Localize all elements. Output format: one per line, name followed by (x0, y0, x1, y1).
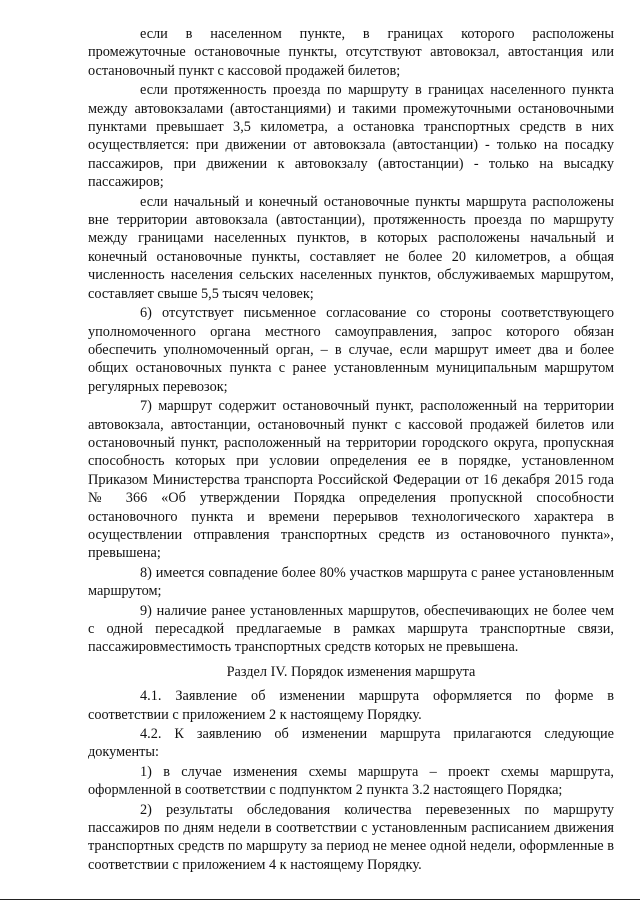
bottom-rule (0, 899, 640, 900)
clause-4-2: 4.2. К заявлению об изменении маршрута прилагаются следующие документы: (88, 726, 614, 761)
paragraph-no-bus-station: если в населенном пункте, в границах которого расположены промежуточные остановочные пункты, отсутствуют автовокзал, автостанция или остановочный пункт с кассовой продажей билетов; (88, 26, 614, 79)
list-item-6: 6) отсутствует письменное согласование со стороны соответствующего уполномоченного органа местного самоуправления, запрос которого обязан обеспечить уполномоченный орган, – в случае, если маршрут имеет два и более общих остановочных пункта с ранее установленным муниципальным маршрутом регулярных перевозок; (88, 305, 614, 395)
clause-4-1: 4.1. Заявление об изменении маршрута оформляется по форме в соответствии с приложением 2 к настоящему Порядку. (88, 688, 614, 723)
clause-4-2-item-1: 1) в случае изменения схемы маршрута – проект схемы маршрута, оформленной в соответствии с подпунктом 2 пункта 3.2 настоящего Порядка; (88, 763, 614, 799)
section-heading: Раздел IV. Порядок изменения маршрута (226, 663, 476, 680)
paragraph-endpoints-outside: если начальный и конечный остановочные пункты маршрута расположены вне территории автовокзала (автостанции), протяженность проезда по маршруту между границами населенных пунктов, в которых расположены начальный и конечный остановочные пункты, составляет не более 20 километров, а общая численность населения сельских населенных пунктов, обслуживаемых маршрутом, составляет свыше 5,5 тысяч человек; (88, 193, 614, 302)
list-item-7: 7) маршрут содержит остановочный пункт, расположенный на территории автовокзала, автостанции, остановочный пункт с кассовой продажей билетов или остановочный пункт, расположенный на территории городского округа, пропускная способность которых при условии определения ее в порядке, установленном Приказом Министерства транспорта Российской Федерации от 16 декабря 2015 года № 366 «Об утверждении Порядка определения пропускной способности остановочного пункта и времени перерывов технологического характера в осуществлении отправления транспортных средств из остановочного пункта», превышена; (88, 398, 614, 562)
list-item-9: 9) наличие ранее установленных маршрутов, обеспечивающих не более чем с одной пересадкой предлагаемые в рамках маршрута транспортные связи, пассажировместимость транспортных средств которых не превышена. (88, 602, 614, 656)
document-text (88, 25, 614, 874)
list-item-8: 8) имеется совпадение более 80% участков маршрута с ранее установленным маршрутом; (88, 564, 614, 600)
clause-4-2-item-2: 2) результаты обследования количества перевезенных по маршруту пассажиров по дням недели в соответствии с установленным расписанием движения транспортных средств по маршруту за период не менее одной недели, оформленные в соответствии с приложением 4 к настоящему Порядку. (88, 801, 614, 873)
paragraph-distance-exceeds: если протяженность проезда по маршруту в границах населенного пункта между автовокзалами (автостанциями) и такими промежуточными остановочными пунктами превышает 3,5 километра, а остановка транспортных средств в них осуществляется: при движении от автовокзала (автостанции) - только на посадку пассажиров, при движении к автовокзалу (автостанции) - только на высадку пассажиров; (88, 82, 614, 191)
